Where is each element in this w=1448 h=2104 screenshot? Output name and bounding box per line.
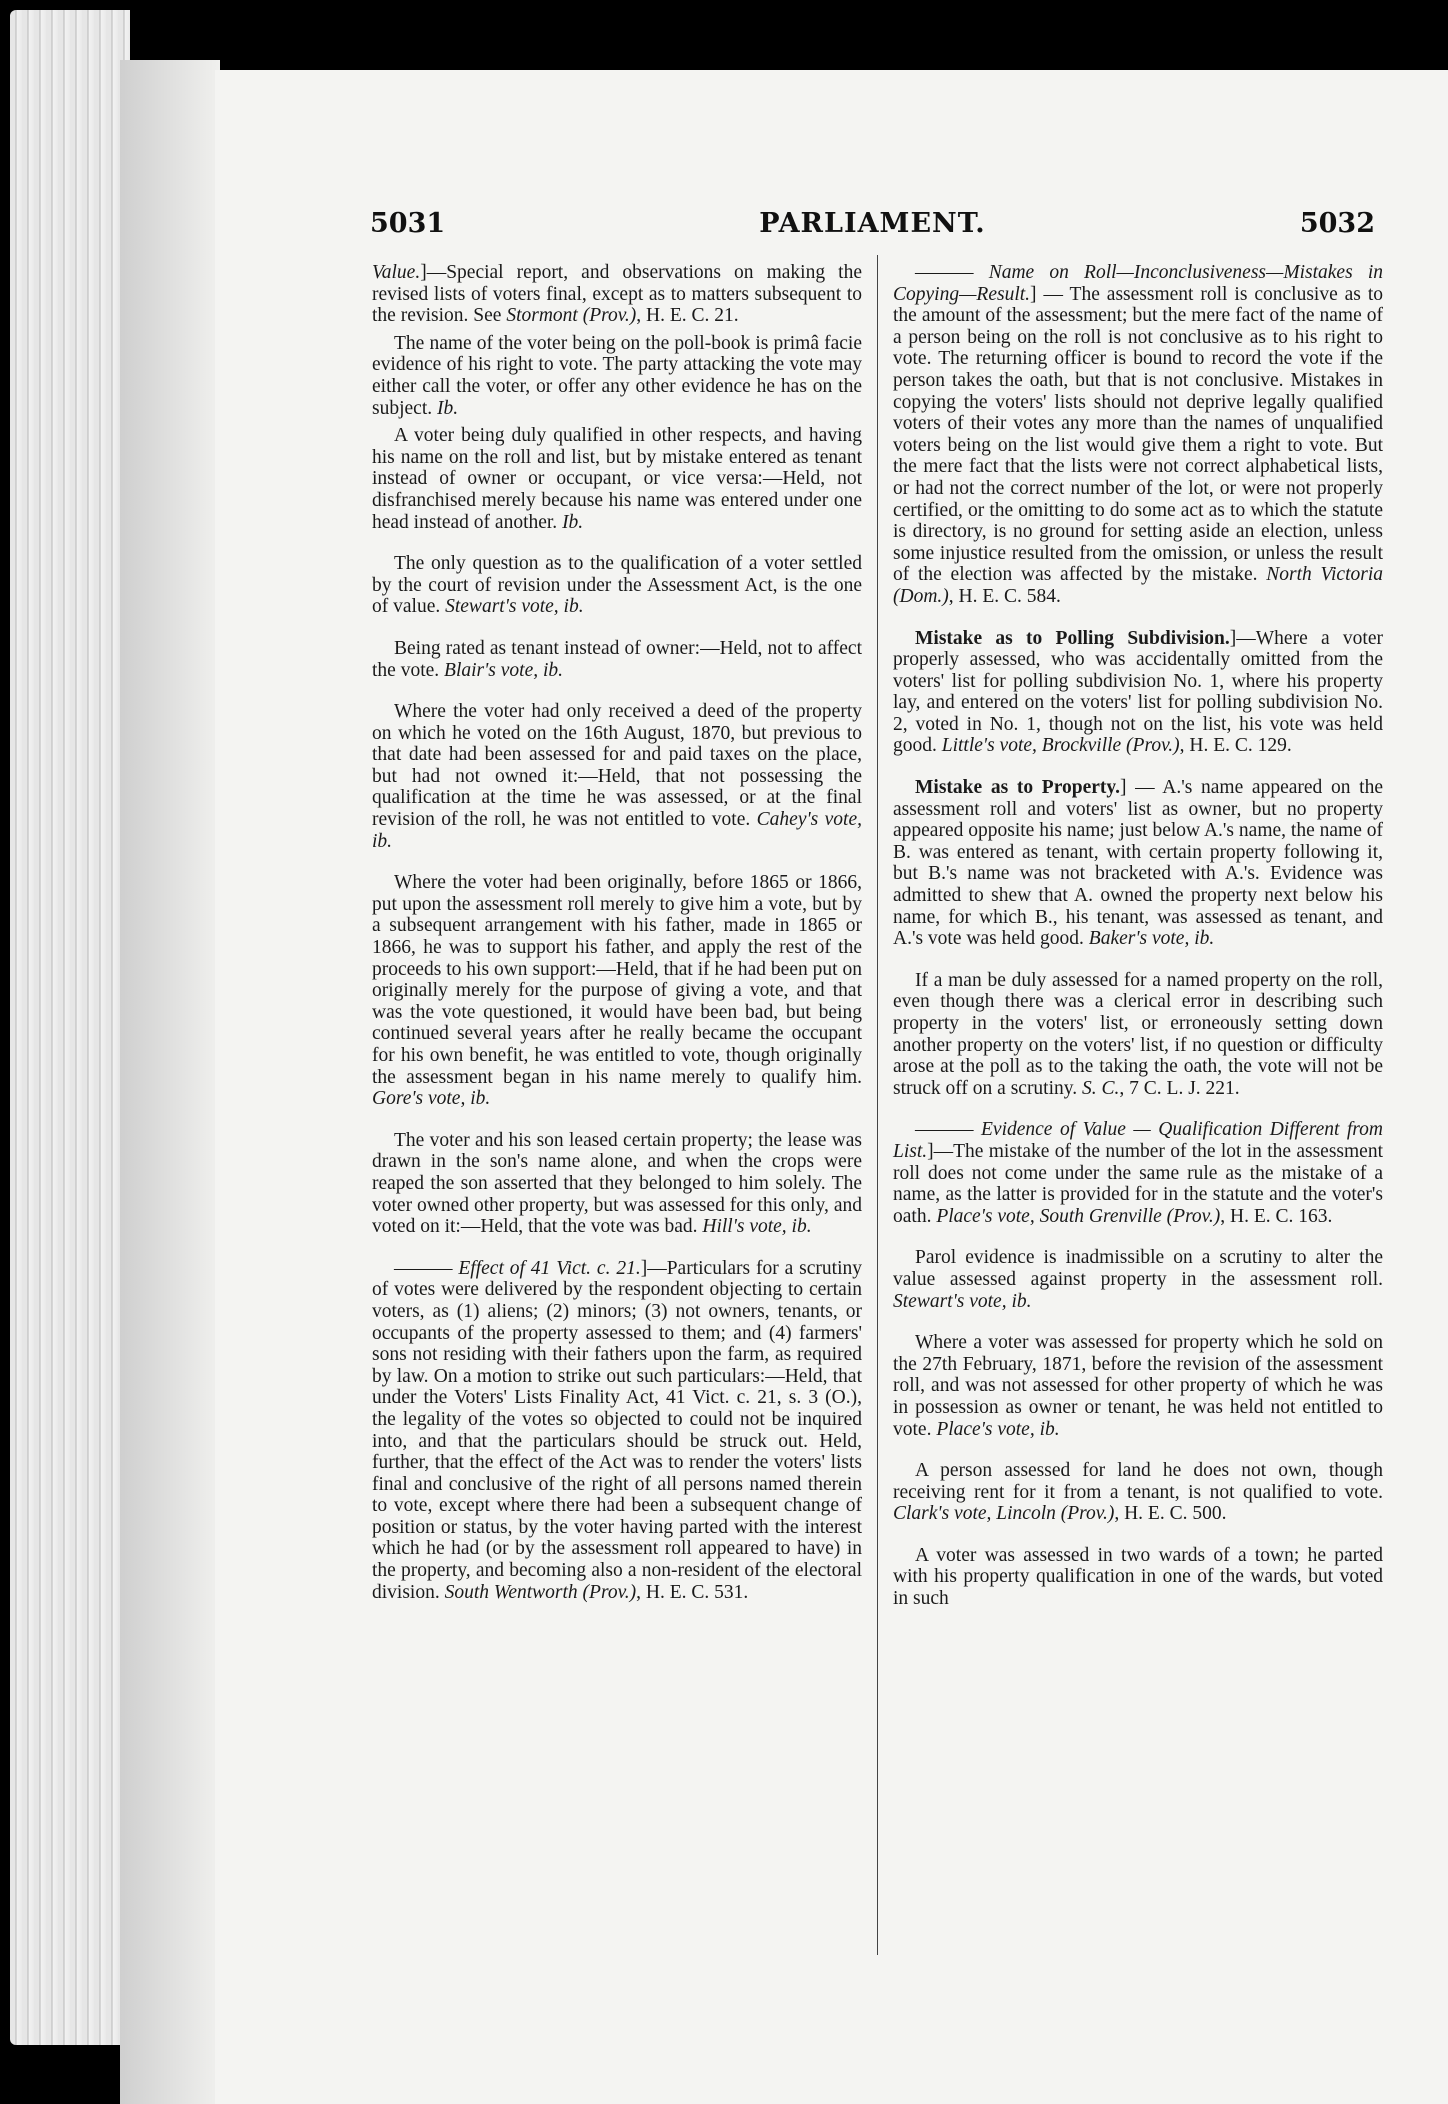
case-citation: North Victoria (Dom.) (893, 564, 1383, 607)
paragraph-text: The voter and his son leased certain property; the lease was drawn in the son's name alone, and when the crops were reaped the son asserted that they belonged to him solely. The voter owned other property, but was assessed for this only, and voted on it:—Held, that the vote was bad. (372, 1129, 862, 1238)
paragraph (893, 777, 1383, 950)
paragraph-text: , H. E. C. 500. (1114, 1503, 1227, 1525)
running-head (370, 208, 1375, 248)
case-citation: Gore's vote, ib. (372, 1088, 491, 1110)
paragraph-text: ——— (915, 262, 989, 283)
paragraph (893, 1247, 1383, 1312)
paragraph-text: , H. E. C. 584. (948, 585, 1061, 607)
paragraph-text: ] — A.'s name appeared on the assessment roll and voters' list as owner, but no property appeared opposite his name; just below A.'s name, the name of B. was entered as tenant, with certain property following it, but B.'s name was not bracketed with A.'s. Evidence was admitted to shew that A. owned the property next below his name, for which B., his tenant, was assessed as tenant, and A.'s vote was held good. (893, 777, 1383, 950)
case-citation: Blair's vote, ib. (444, 659, 564, 681)
paragraph (372, 333, 862, 419)
paragraph-text: The name of the voter being on the poll-book is primâ facie evidence of his right to vote. The party attacking the vote may either call the voter, or offer any other evidence he has on the subject. (372, 332, 862, 419)
case-citation: Hill's vote, ib. (702, 1216, 812, 1238)
case-citation: S. C. (1082, 1077, 1120, 1099)
paragraph-text: The only question as to the qualification of a voter settled by the court of revision under the Assessment Act, is the one of value. (372, 553, 862, 618)
case-citation: Stormont (Prov.) (506, 305, 637, 327)
case-citation: Stewart's vote, ib. (445, 596, 584, 618)
paragraph (372, 638, 862, 681)
paragraph (893, 1545, 1383, 1610)
case-citation: Place's vote, South Grenville (Prov.) (936, 1205, 1221, 1227)
case-citation: South Wentworth (Prov.) (444, 1581, 637, 1603)
right-page-number: 5032 (1299, 208, 1375, 239)
case-citation: Place's vote, ib. (936, 1418, 1060, 1440)
paragraph (372, 701, 862, 852)
paragraph (372, 1130, 862, 1238)
paragraph (372, 872, 862, 1110)
case-citation: Effect of 41 Vict. c. 21. (458, 1257, 641, 1279)
paragraph-text: ——— (394, 1257, 459, 1279)
paragraph-text: Where a voter was assessed for property which he sold on the 27th February, 1871, before the revision of the assessment roll, and was not assessed for other property of which he was in possession as owner or tenant, he was held not entitled to vote. (893, 1332, 1383, 1440)
paragraph-text: , H. E. C. 531. (636, 1581, 749, 1603)
paragraph (893, 970, 1383, 1100)
paragraph-text: , 7 C. L. J. 221. (1119, 1077, 1240, 1099)
case-citation: Ib. (562, 511, 584, 533)
paragraph-text: Parol evidence is inadmissible on a scrutiny to alter the value assessed against property in the assessment roll. (893, 1247, 1383, 1290)
column-divider (877, 255, 878, 1955)
paragraph (372, 262, 862, 327)
case-citation: Cahey's vote, ib. (372, 809, 862, 852)
paragraph (893, 628, 1383, 758)
paragraph-text: ] — The assessment roll is conclusive as to the amount of the assessment; but the mere fact of the name of a person being on the roll is not conclusive as to his right to vote. The returning officer is bound to record the vote if the person takes the oath, but that is not conclusive. Mistakes in copying the voters' lists should not deprive legally qualified voters of their votes any more than the names of unqualified voters being on the list would give them a right to vote. But the mere fact that the lists were not correct alphabetical lists, or had not the correct number of the lot, or were not properly certified, or the omitting to do some act as to which the statute is directory, is no ground for setting aside an election, unless some injustice resulted from the omission, or unless the result of the election was affected by the mistake. (893, 283, 1383, 586)
section-heading: Mistake as to Property. (915, 777, 1120, 799)
paragraph (893, 1119, 1383, 1227)
paragraph-text: A voter was assessed in two wards of a town; he parted with his property qualification in one of the wards, but voted in such (893, 1544, 1383, 1610)
case-citation: Stewart's vote, ib. (893, 1290, 1032, 1312)
paragraph-text: A voter being duly qualified in other respects, and having his name on the roll and list, but by mistake entered as tenant instead of owner or occupant, or vice versa:—Held, not disfranchised merely because his name was entered under one head instead of another. (372, 425, 862, 533)
paragraph-text: If a man be duly assessed for a named property on the roll, even though there was a clerical error in describing such property in the voters' list, or erroneously setting down another property on the voters' list, if no question or difficulty arose at the poll as to the taking the oath, the vote will not be struck off on a scrutiny. (893, 969, 1383, 1099)
left-page-number: 5031 (370, 208, 446, 239)
paragraph-text: ]—Particulars for a scrutiny of votes were delivered by the respondent objecting to certain voters, as (1) aliens; (2) minors; (3) not owners, tenants, or occupants of the property assessed to them; and (4) farmers' sons not residing with their fathers upon the farm, as required by law. On a motion to strike out such particulars:—Held, that under the Voters' Lists Finality Act, 41 Vict. c. 21, s. 3 (O.), the legality of the votes so objected to could not be inquired into, and that the particulars should be struck out. Held, further, that the effect of the Act was to render the voters' lists final and conclusive of the right of all persons named therein to vote, except where there had been a subsequent change of position or status, by the voter having parted with the interest which he had (or by the assessment roll appeared to have) in the property, and becoming also a non-resident of the electoral division. (372, 1257, 862, 1603)
book-page-edges (10, 10, 130, 2045)
paragraph-text: ]—Special report, and observations on making the revised lists of voters final, except as to matters subsequent to the revision. See (372, 262, 862, 327)
case-citation: Name on Roll—Inconclusiveness—Mistakes in Copying—Result. (893, 262, 1383, 305)
paragraph-text: ]—Where a voter properly assessed, who was accidentally omitted from the voters' list for polling subdivision No. 1, where his property lay, and entered on the voters' list for polling subdivision No. 2, voted in No. 1, though not on the list, his vote was held good. (893, 627, 1383, 757)
paragraph-text: ]—The mistake of the number of the lot in the assessment roll does not come under the same rule as the mistake of a name, as the latter is provided for in the statute and the voter's oath. (893, 1140, 1383, 1227)
paragraph (893, 1332, 1383, 1440)
paragraph-text: A person assessed for land he does not own, though receiving rent for it from a tenant, is not qualified to vote. (893, 1460, 1383, 1503)
paragraph (372, 1258, 862, 1604)
paragraph-text: Where the voter had only received a deed of the property on which he voted on the 16th August, 1870, but previous to that date had been assessed for and paid taxes on the place, but had not owned it:—Held, that not possessing the qualification at the time he was assessed, or at the final revision of the roll, he was not entitled to vote. (372, 701, 862, 831)
paragraph-text: , H. E. C. 129. (1179, 735, 1292, 757)
case-citation: Little's vote, Brockville (Prov.) (941, 735, 1180, 757)
page-title: PARLIAMENT. (759, 208, 986, 239)
paragraph (372, 553, 862, 618)
case-citation: Baker's vote, ib. (1088, 928, 1215, 950)
paragraph-text: , H. E. C. 21. (636, 305, 739, 327)
case-citation: Value. (372, 262, 421, 283)
paragraph-text: Where the voter had been originally, before 1865 or 1866, put upon the assessment roll merely to give him a vote, but by a subsequent arrangement with his father, made in 1865 or 1866, he was to support his father, and apply the rest of the proceeds to his own support:—Held, that if he had been put on originally merely for the purpose of giving a vote, and that was the vote questioned, it would have been bad, but being continued several years after he really became the occupant for his own benefit, he was entitled to vote, though originally the assessment began in his name merely to qualify him. (372, 872, 862, 1088)
paragraph-text: ——— (915, 1119, 981, 1141)
case-citation: Evidence of Value — Qualification Different from List. (893, 1119, 1383, 1162)
paragraph-text: Being rated as tenant instead of owner:—Held, not to affect the vote. (372, 637, 862, 681)
case-citation: Ib. (436, 397, 459, 419)
right-column (893, 262, 1383, 1630)
paragraph-text: , H. E. C. 163. (1220, 1205, 1333, 1227)
case-citation: Clark's vote, Lincoln (Prov.) (893, 1503, 1115, 1525)
paragraph (372, 425, 862, 533)
section-heading: Mistake as to Polling Subdivision. (915, 627, 1230, 649)
paragraph (893, 1460, 1383, 1525)
left-column (372, 262, 862, 1623)
paragraph (893, 262, 1383, 608)
page-gutter (120, 60, 220, 2104)
